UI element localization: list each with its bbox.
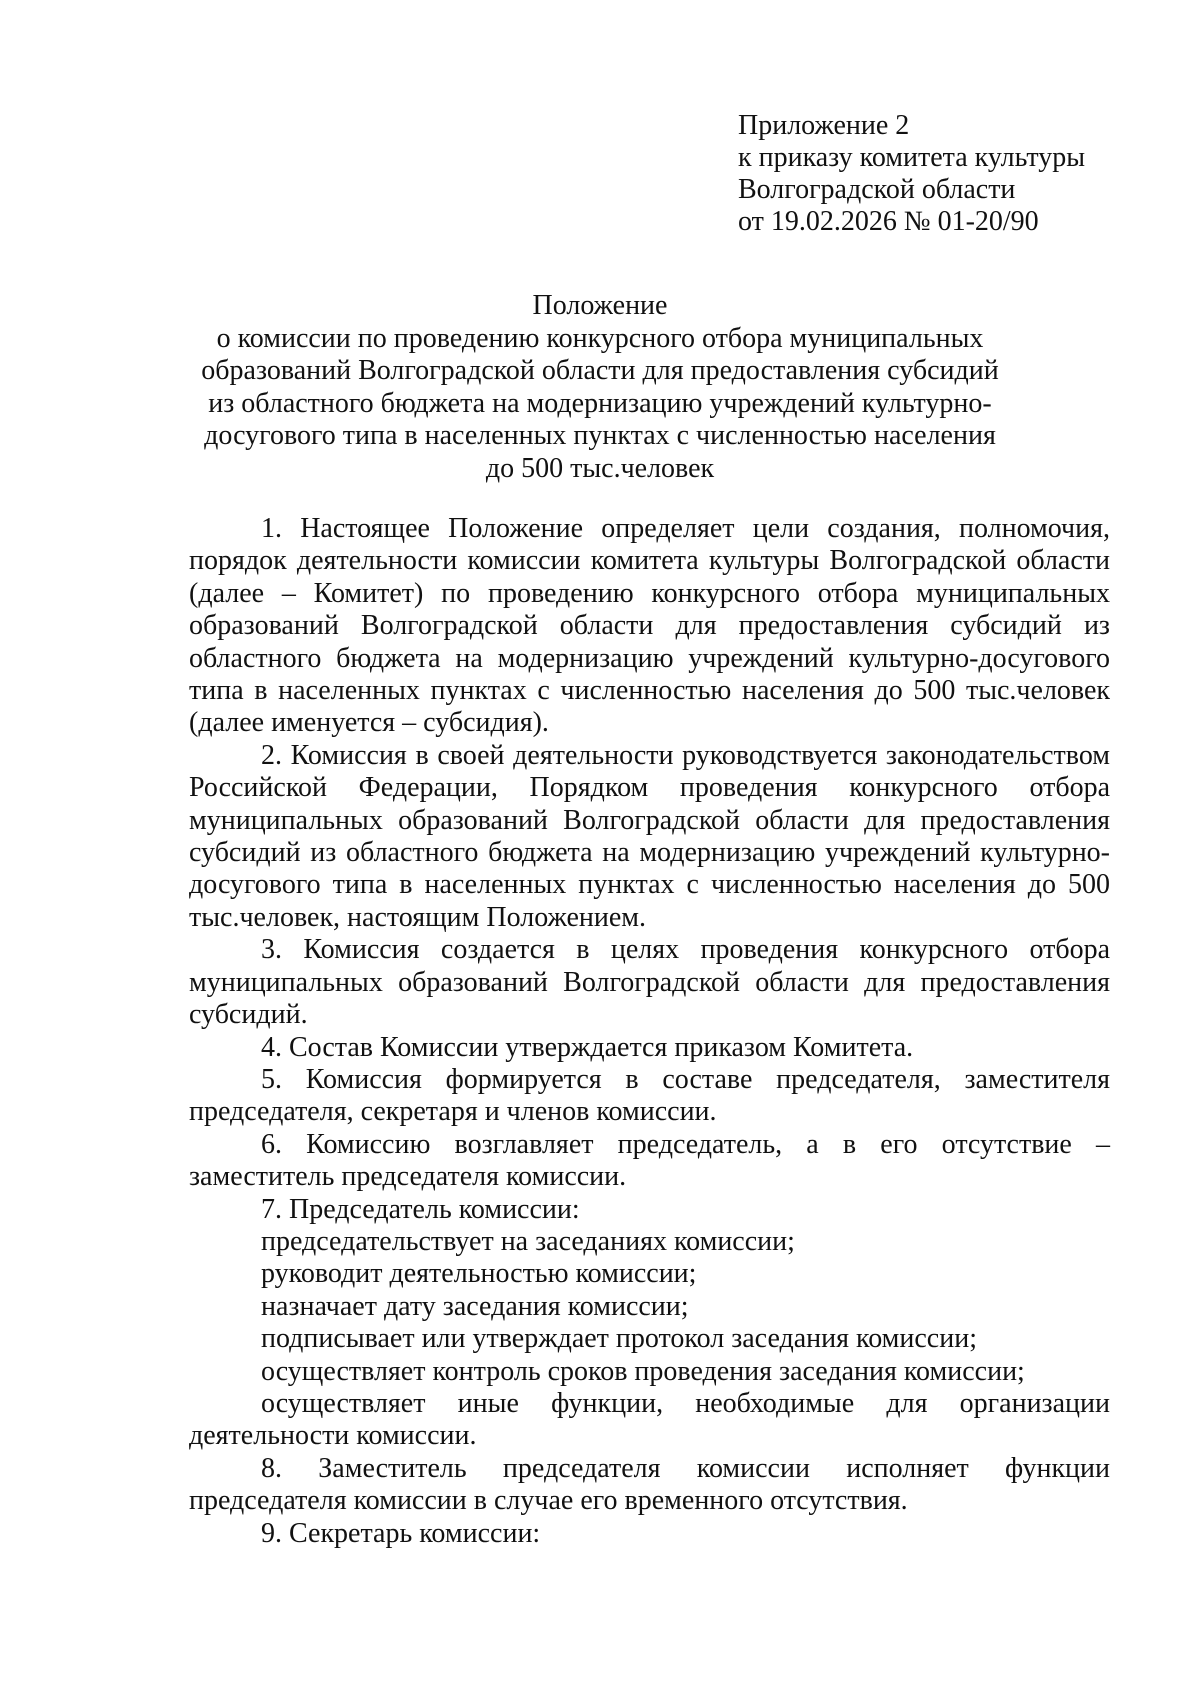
- paragraph: 3. Комиссия создается в целях проведения конкурсного отбора муниципальных образований Волгоградской области для предоставления субсидий.: [189, 934, 1110, 1031]
- document-body: [189, 513, 1110, 1550]
- appendix-line: Волгоградской области: [738, 174, 1016, 205]
- title-subtitle-line: до 500 тыс.человек: [485, 452, 715, 484]
- paragraph: 7. Председатель комиссии:: [261, 1193, 580, 1225]
- title-subtitle-line: о комиссии по проведению конкурсного отбора муниципальных: [216, 322, 984, 354]
- title-subtitle-line: образований Волгоградской области для предоставления субсидий: [201, 355, 999, 386]
- list-item: подписывает или утверждает протокол заседания комиссии;: [261, 1323, 977, 1355]
- appendix-block: [738, 110, 1158, 238]
- list-item: назначает дату заседания комиссии;: [261, 1290, 689, 1322]
- appendix-line: от 19.02.2026 № 01-20/90: [738, 206, 1039, 237]
- appendix-line: Приложение 2: [738, 110, 910, 141]
- paragraph: 8. Заместитель председателя комиссии исполняет функции председателя комиссии в случае его временного отсутствия.: [189, 1452, 1110, 1517]
- list-item: председательствует на заседаниях комиссии;: [261, 1225, 795, 1257]
- list-item: осуществляет иные функции, необходимые для организации деятельности комиссии.: [189, 1387, 1110, 1452]
- title-heading: Положение: [532, 290, 668, 321]
- appendix-line: к приказу комитета культуры: [738, 142, 1086, 173]
- title-subtitle-line: досугового типа в населенных пунктах с численностью населения: [204, 420, 996, 451]
- paragraph: 4. Состав Комиссии утверждается приказом Комитета.: [261, 1031, 914, 1063]
- paragraph: 9. Секретарь комиссии:: [261, 1517, 541, 1549]
- list-item: руководит деятельностью комиссии;: [261, 1258, 697, 1290]
- paragraph: 2. Комиссия в своей деятельности руководствуется законодательством Российской Федерации, Порядком проведения конкурсного отбора муниципальных образований Волгоградской области для предоставления субсидий из областного бюджета на модернизацию учреждений культурно-досугового типа в населенных пунктах с численностью населения до 500 тыс.человек, настоящим Положением.: [189, 739, 1110, 933]
- document-title: [140, 290, 1060, 485]
- title-subtitle-line: из областного бюджета на модернизацию учреждений культурно-: [208, 387, 992, 419]
- paragraph: 6. Комиссию возглавляет председатель, а в его отсутствие – заместитель председателя комиссии.: [189, 1128, 1110, 1193]
- list-item: осуществляет контроль сроков проведения заседания комиссии;: [261, 1355, 1025, 1387]
- paragraph: 1. Настоящее Положение определяет цели создания, полномочия, порядок деятельности комиссии комитета культуры Волгоградской области (далее – Комитет) по проведению конкурсного отбора муниципальных образований Волгоградской области для предоставления субсидий из областного бюджета на модернизацию учреждений культурно-досугового типа в населенных пунктах с численностью населения до 500 тыс.человек (далее именуется – субсидия).: [189, 513, 1110, 739]
- paragraph: 5. Комиссия формируется в составе председателя, заместителя председателя, секретаря и членов комиссии.: [189, 1063, 1110, 1128]
